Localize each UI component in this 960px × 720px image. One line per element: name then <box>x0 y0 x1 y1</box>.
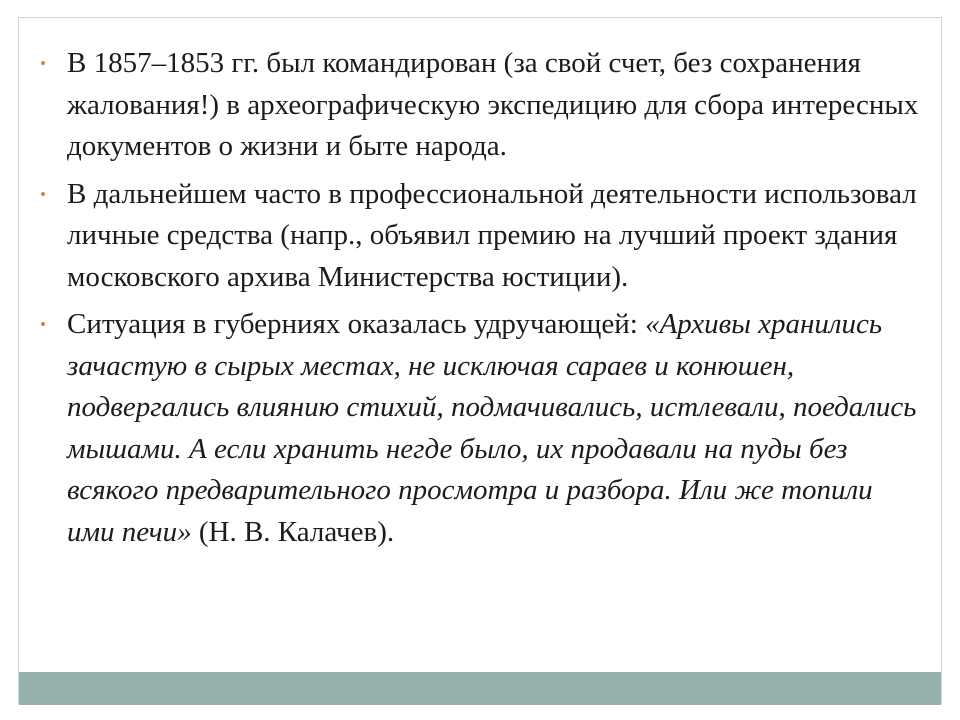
bullet-marker-icon: • <box>40 315 46 334</box>
bullet-citation: (Н. В. Калачев). <box>191 515 395 548</box>
bullet-item-2 <box>40 174 920 299</box>
bullet-text: В 1857–1853 гг. был командирован (за свой счет, без сохранения жалования!) в археографическую экспедицию для сбора интересных документов о жизни и быте народа. <box>67 47 919 162</box>
bullet-item-3 <box>40 304 920 553</box>
bullet-text: В дальнейшем часто в профессиональной деятельности использовал личные средства (напр., объявил премию на лучший проект здания московского архива Министерства юстиции). <box>67 177 917 293</box>
slide-body <box>40 43 920 559</box>
bullet-quote: «Архивы хранились зачастую в сырых местах, не исключая сараев и конюшен, подвергались влиянию стихий, подмачивались, истлевали, поедались мышами. А если хранить негде было, их продавали на пуды без всякого предварительного просмотра и разбора. Или же топили ими печи» <box>67 308 917 548</box>
footer-band <box>19 672 941 705</box>
bullet-marker-icon: • <box>40 184 46 204</box>
bullet-item-1 <box>40 43 920 168</box>
bullet-marker-icon: • <box>40 54 46 73</box>
bullet-text: Ситуация в губерниях оказалась удручающей: <box>67 308 646 340</box>
